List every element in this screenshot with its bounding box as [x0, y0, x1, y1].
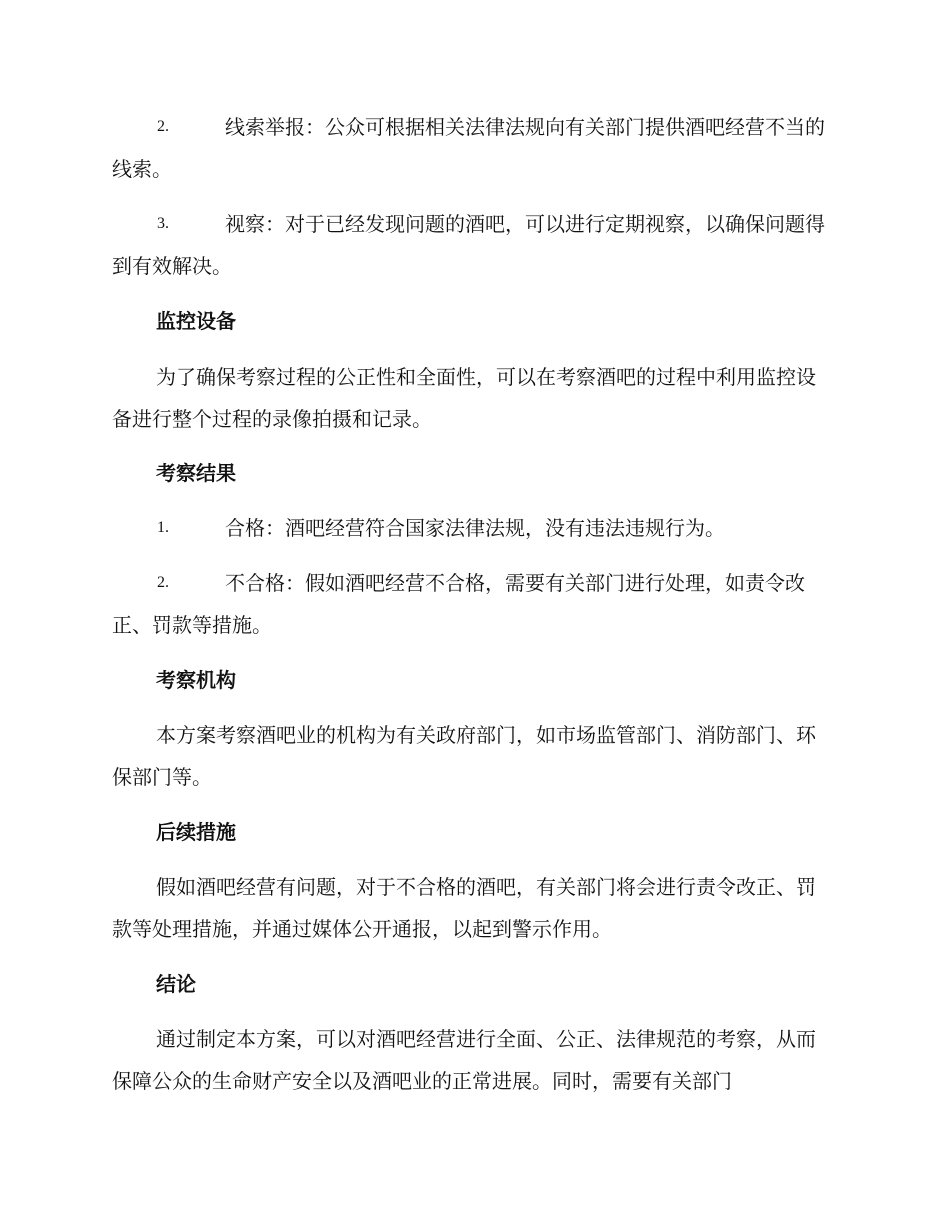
paragraph-followup: 假如酒吧经营有问题，对于不合格的酒吧，有关部门将会进行责令改正、罚款等处理措施，并通过媒体公开通报，以起到警示作用。 [112, 875, 816, 941]
section-heading-agency: 考察机构 [156, 668, 236, 692]
list-item-number: 2. [157, 118, 169, 135]
list-item-text: 不合格：假如酒吧经营不合格，需要有关部门进行处理，如责令改正、罚款等措施。 [112, 571, 805, 637]
list-item-text: 线索举报：公众可根据相关法律法规向有关部门提供酒吧经营不当的线索。 [112, 115, 825, 181]
list-item [112, 106, 834, 190]
section-heading-results: 考察结果 [156, 461, 236, 485]
list-item-text: 视察：对于已经发现问题的酒吧，可以进行定期视察，以确保问题得到有效解决。 [112, 212, 825, 278]
list-item-number: 3. [157, 215, 169, 232]
list-item-text: 合格：酒吧经营符合国家法律法规，没有违法违规行为。 [225, 516, 725, 540]
paragraph-monitor: 为了确保考察过程的公正性和全面性，可以在考察酒吧的过程中利用监控设备进行整个过程的录像拍摄和记录。 [112, 365, 816, 431]
list-item [112, 507, 834, 549]
paragraph-conclusion: 通过制定本方案，可以对酒吧经营进行全面、公正、法律规范的考察，从而保障公众的生命财产安全以及酒吧业的正常进展。同时，需要有关部门 [112, 1027, 816, 1093]
section-heading-monitor: 监控设备 [156, 309, 236, 333]
section-heading-followup: 后续措施 [156, 820, 236, 844]
list-item [112, 562, 834, 646]
section-heading-conclusion: 结论 [156, 972, 196, 996]
list-item [112, 203, 834, 287]
list-item-number: 1. [157, 519, 169, 536]
paragraph-agency: 本方案考察酒吧业的机构为有关政府部门，如市场监管部门、消防部门、环保部门等。 [112, 723, 816, 789]
list-item-number: 2. [157, 574, 169, 591]
